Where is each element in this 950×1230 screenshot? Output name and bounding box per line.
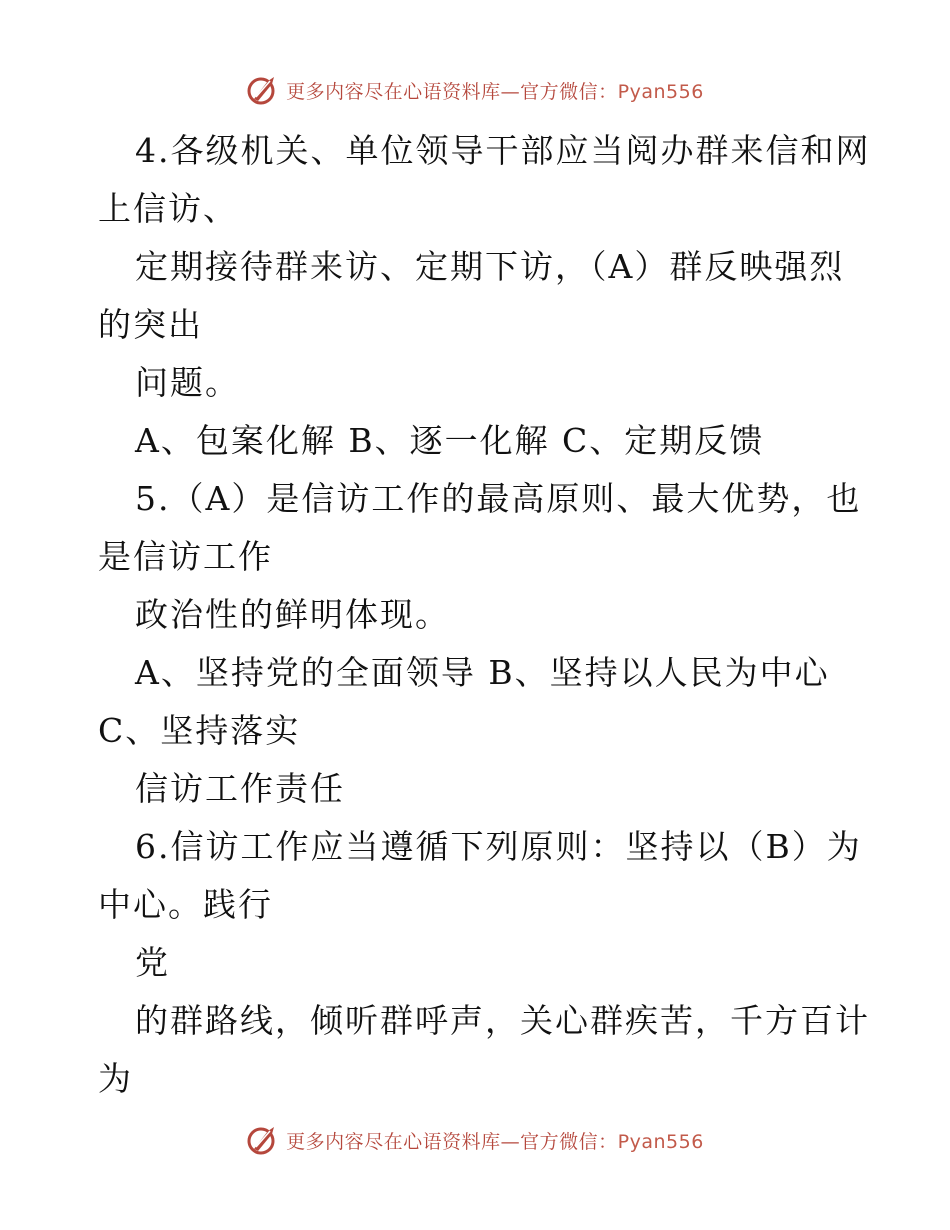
- watermark-header: [0, 70, 950, 110]
- text-line: 定期接待群来访、定期下访，（A）群反映强烈: [135, 247, 845, 286]
- text-line: C、坚持落实: [98, 711, 301, 750]
- text-line: A、包案化解 B、逐一化解 C、定期反馈: [135, 421, 765, 460]
- text-line: 上信访、: [98, 189, 238, 228]
- text-line: 问题。: [135, 363, 240, 402]
- quill-pen-logo-icon: [246, 1123, 280, 1157]
- watermark-text: 更多内容尽在心语资料库—官方微信：Pyan556: [286, 80, 704, 103]
- text-line: 5.（A）是信访工作的最高原则、最大优势，也: [135, 479, 862, 518]
- document-body: [98, 122, 871, 1108]
- text-line: 是信访工作: [98, 537, 273, 576]
- text-line: 党: [135, 943, 170, 982]
- text-line: 政治性的鲜明体现。: [135, 595, 450, 634]
- text-line: 4.各级机关、单位领导干部应当阅办群来信和网: [135, 131, 871, 170]
- watermark-text: 更多内容尽在心语资料库—官方微信：Pyan556: [286, 1130, 704, 1153]
- text-line: 信访工作责任: [135, 769, 345, 808]
- text-line: 6.信访工作应当遵循下列原则：坚持以（B）为: [135, 827, 862, 866]
- text-line: 中心。践行: [98, 885, 273, 924]
- text-line: 的突出: [98, 305, 203, 344]
- watermark-footer: [0, 1120, 950, 1160]
- text-line: 为: [98, 1059, 133, 1098]
- text-line: 的群路线，倾听群呼声，关心群疾苦，千方百计: [135, 1001, 870, 1040]
- text-line: A、坚持党的全面领导 B、坚持以人民为中心: [135, 653, 830, 692]
- quill-pen-logo-icon: [246, 73, 280, 107]
